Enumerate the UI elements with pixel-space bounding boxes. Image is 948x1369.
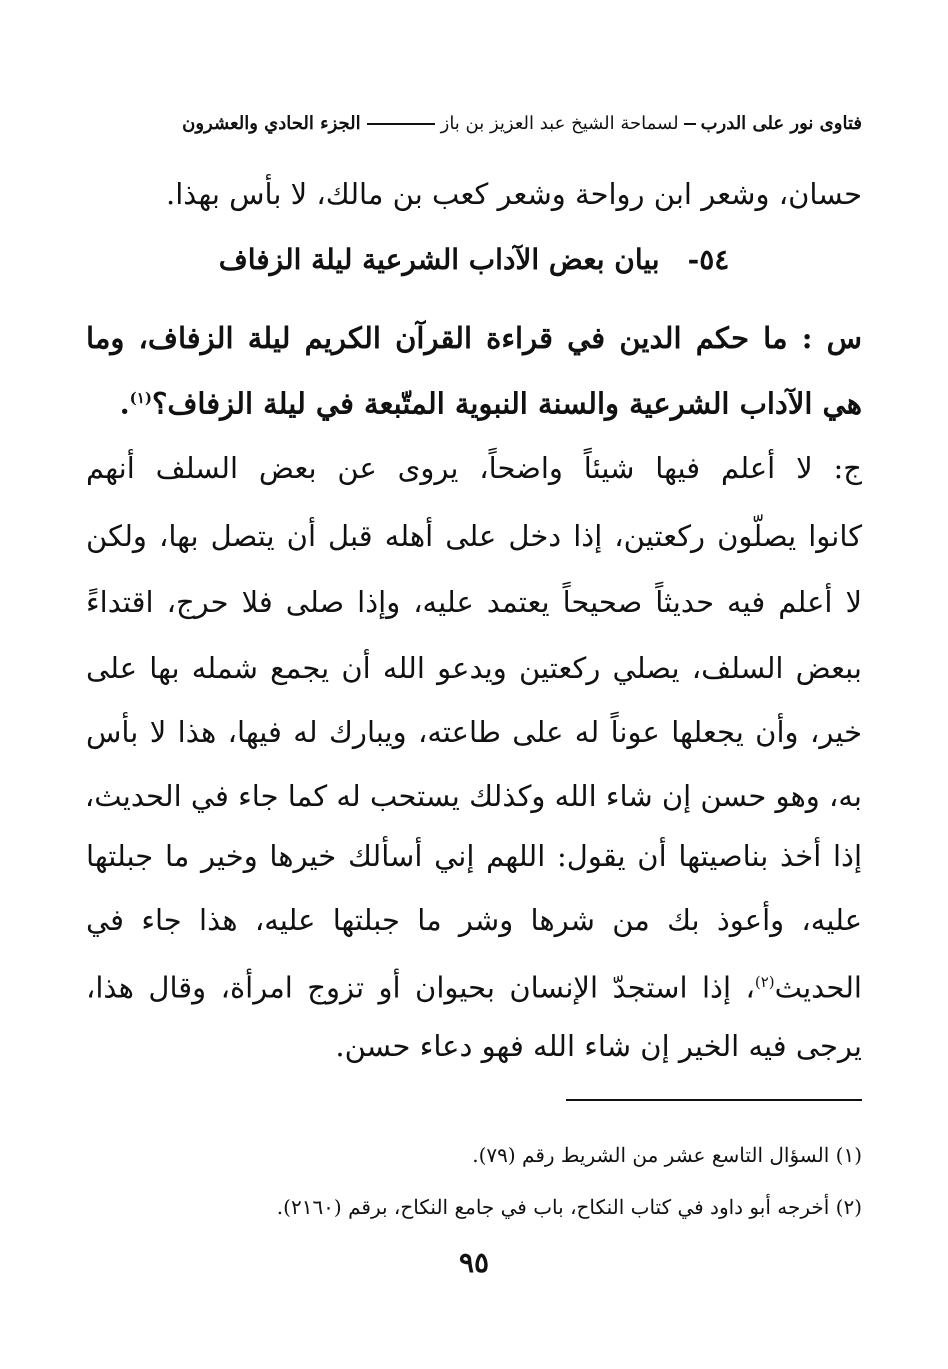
section-number: ٥٤- <box>687 243 730 276</box>
footnote-2: (٢) أخرجه أبو داود في كتاب النكاح، باب في جامع النكاح، برقم (٢١٦٠). <box>276 1195 862 1219</box>
answer-line-7: إذا أخذ بناصيتها أن يقول: اللهم إني أسألك خيرها وخير ما جبلتها <box>86 839 863 873</box>
question-line-1: س : ما حكم الدين في قراءة القرآن الكريم ليلة الزفاف، وما <box>86 321 862 355</box>
answer-line-10: يرجى فيه الخير إن شاء الله فهو دعاء حسن. <box>335 1029 862 1063</box>
answer-line-6: به، وهو حسن إن شاء الله وكذلك يستحب له كما جاء في الحديث، <box>84 779 862 813</box>
header-rule <box>367 123 435 125</box>
answer-line-9 <box>86 962 862 1008</box>
section-heading <box>86 243 862 276</box>
answer-line-9-rest: ، إذا استجدّ الإنسان بحيوان أو تزوج امرأة، وقال هذا، <box>86 970 755 1005</box>
intro-line: حسان، وشعر ابن رواحة وشعر كعب بن مالك، لا بأس بهذا. <box>165 177 862 211</box>
answer-line-2: كانوا يصلّون ركعتين، إذا دخل على أهله قبل أن يتصل بها، ولكن <box>86 519 862 553</box>
answer-line-1: ج: لا أعلم فيها شيئاً واضحاً، يروى عن بعض السلف أنهم <box>86 451 862 485</box>
question-end: . <box>119 386 130 421</box>
answer-line-9-start: الحديث <box>774 970 862 1005</box>
question-text: هي الآداب الشرعية والسنة النبوية المتّبعة في ليلة الزفاف؟ <box>151 386 862 421</box>
running-header <box>86 113 862 134</box>
footnote-separator <box>566 1099 862 1101</box>
footnote-ref-1[interactable]: (١) <box>129 389 152 407</box>
volume-title: الجزء الحادي والعشرون <box>182 113 361 134</box>
answer-line-8: عليه، وأعوذ بك من شرها وشر ما جبلتها عليه، هذا جاء في <box>86 903 862 937</box>
book-title: فتاوى نور على الدرب <box>700 113 862 134</box>
answer-line-5: خير، وأن يجعلها عوناً له على طاعته، ويبارك له فيها، هذا لا بأس <box>86 715 862 749</box>
author-name: لسماحة الشيخ عبد العزيز بن باز <box>440 113 679 134</box>
footnote-ref-2[interactable]: (٢) <box>754 973 775 991</box>
answer-line-4: ببعض السلف، يصلي ركعتين ويدعو الله أن يجمع شمله بها على <box>86 651 862 685</box>
header-dash <box>684 123 696 125</box>
question-line-2 <box>86 378 862 424</box>
page-number: ٩٥ <box>458 1246 490 1279</box>
answer-line-3: لا أعلم فيه حديثاً صحيحاً يعتمد عليه، وإذا صلى فلا حرج، اقتداءً <box>86 585 862 619</box>
section-title: بيان بعض الآداب الشرعية ليلة الزفاف <box>218 243 660 276</box>
footnote-1: (١) السؤال التاسع عشر من الشريط رقم (٧٩). <box>472 1143 862 1167</box>
